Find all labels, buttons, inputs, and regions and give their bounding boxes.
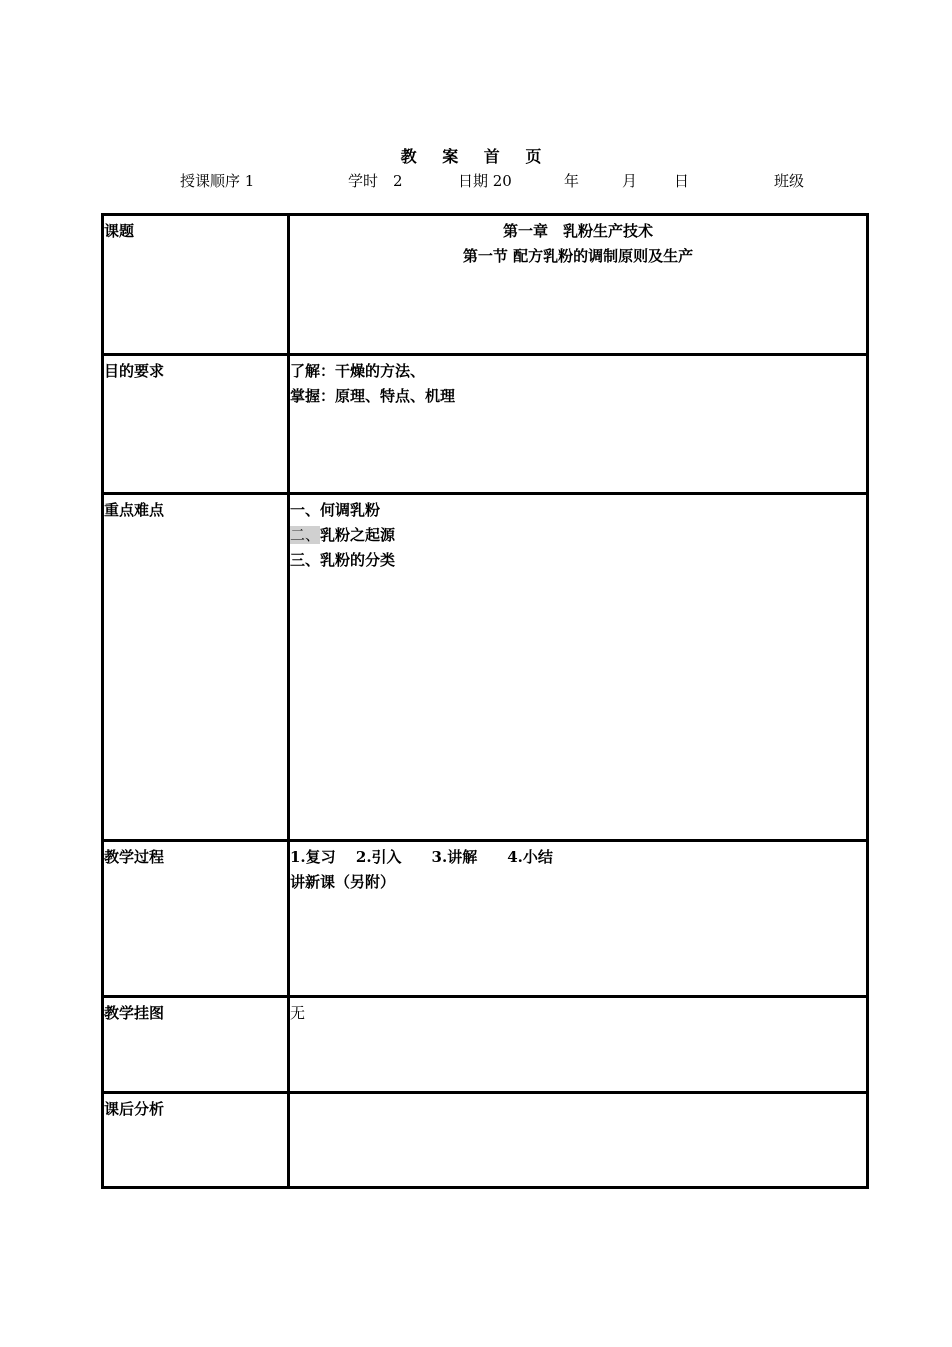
row-label-charts: 教学挂图 [103, 997, 289, 1093]
order-field: 授课顺序 1 [180, 172, 255, 190]
page-title: 教 案 首 页 [400, 147, 552, 166]
year-label: 年 [564, 172, 580, 190]
process-cell [289, 841, 868, 997]
key-points-cell [289, 494, 868, 841]
objectives-cell [289, 355, 868, 494]
chapter-title: 第一章 乳粉生产技术 [502, 222, 653, 240]
section-title: 第一节 配方乳粉的调制原则及生产 [462, 247, 694, 265]
table-row [103, 355, 868, 494]
objective-line: 掌握：原理、特点、机理 [290, 387, 456, 405]
row-label-key-points: 重点难点 [103, 494, 289, 841]
highlighted-prefix: 二、 [290, 526, 321, 544]
key-point-item: 三、乳粉的分类 [290, 551, 396, 569]
table-row [103, 494, 868, 841]
table-row [103, 841, 868, 997]
table-row [103, 215, 868, 355]
row-label-objectives: 目的要求 [103, 355, 289, 494]
objective-line: 了解：干燥的方法、 [290, 362, 426, 380]
month-label: 月 [622, 172, 638, 190]
day-label: 日 [674, 172, 690, 190]
key-point-item: 一、何调乳粉 [290, 501, 381, 519]
date-field: 日期 20 [458, 172, 512, 190]
key-point-text: 乳粉之起源 [320, 526, 396, 544]
header-meta [0, 170, 952, 192]
row-label-analysis: 课后分析 [103, 1093, 289, 1188]
charts-cell: 无 [289, 997, 868, 1093]
analysis-cell [289, 1093, 868, 1188]
hours-field: 学时 2 [348, 172, 403, 190]
topic-cell [289, 215, 868, 355]
table-row [103, 1093, 868, 1188]
key-point-item [290, 523, 866, 548]
row-label-process: 教学过程 [103, 841, 289, 997]
table-row [103, 997, 868, 1093]
class-label: 班级 [774, 172, 805, 190]
lesson-plan-table [101, 213, 869, 1189]
process-note: 讲新课（另附） [290, 873, 396, 891]
process-steps: 1.复习 2.引入 3.讲解 4.小结 [290, 848, 553, 866]
row-label-topic: 课题 [103, 215, 289, 355]
